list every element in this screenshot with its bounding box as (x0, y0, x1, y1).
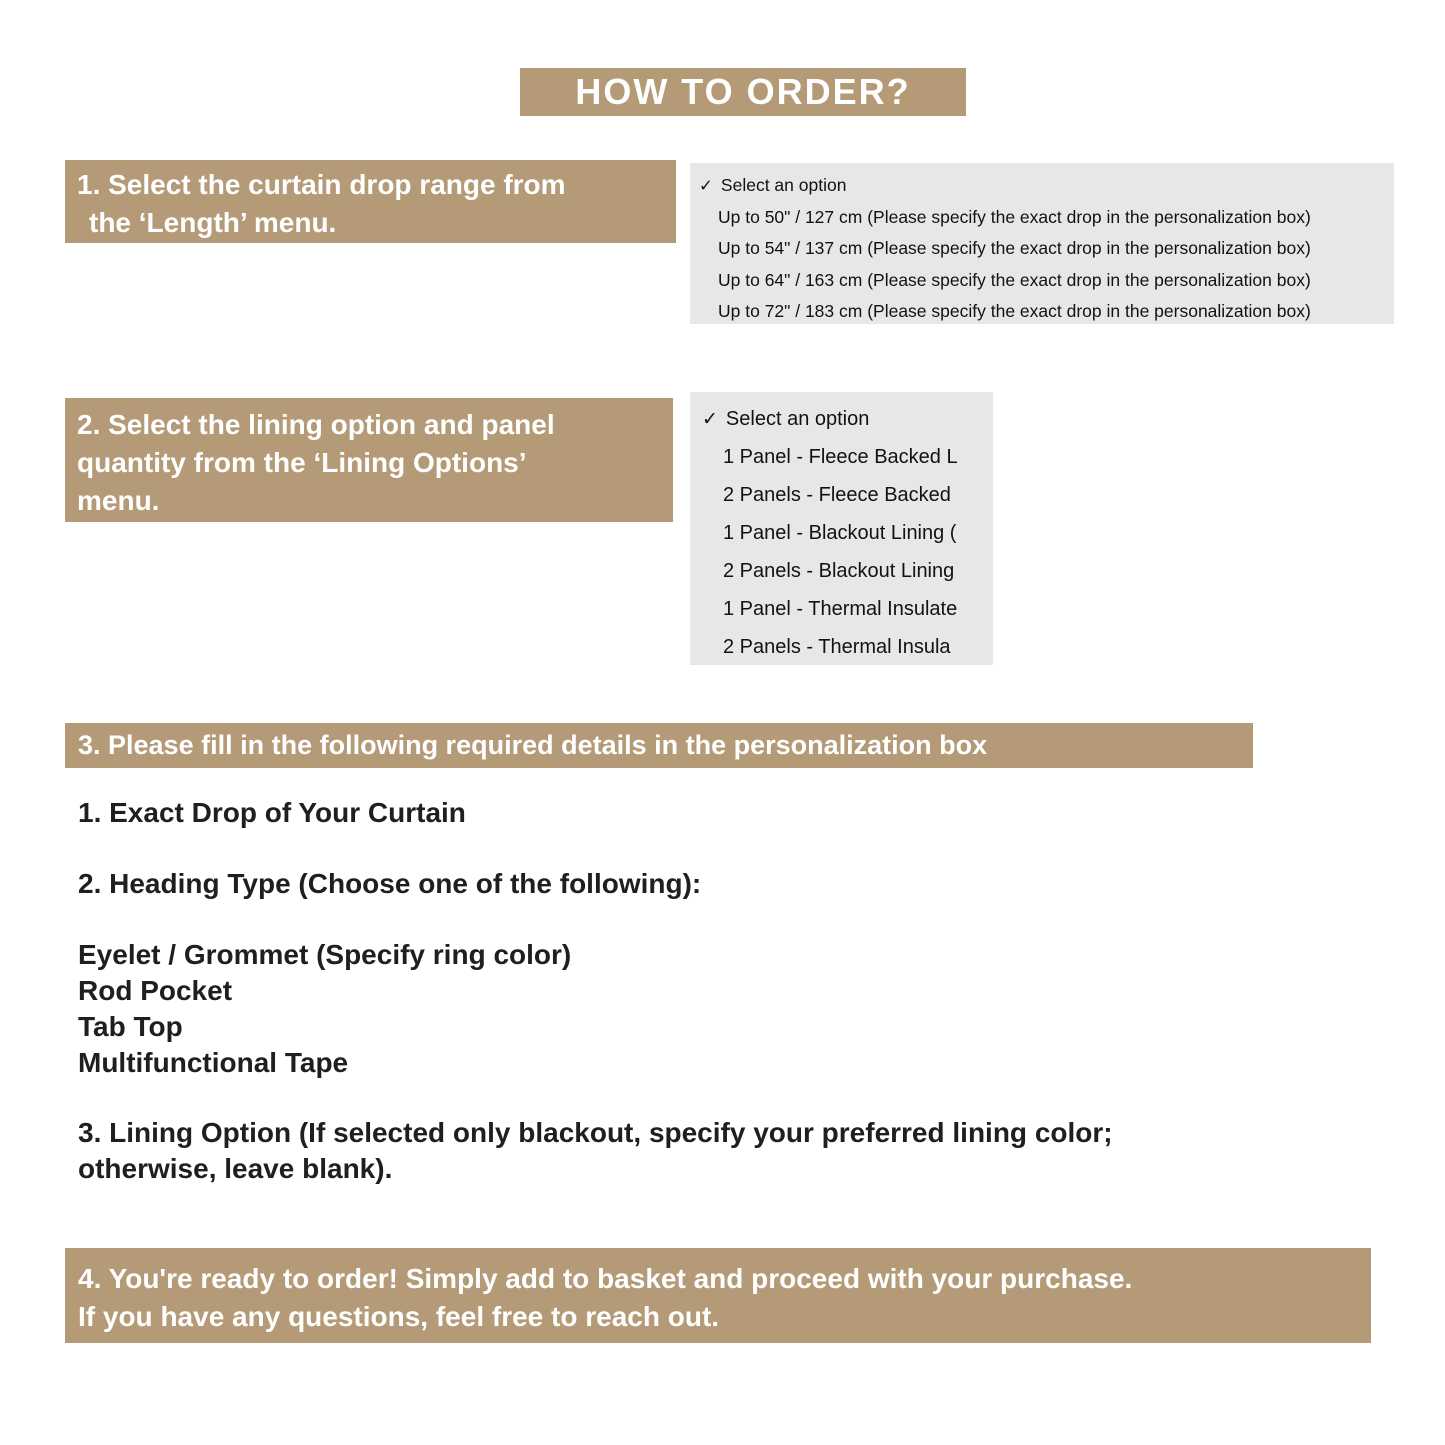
step1-line2: the ‘Length’ menu. (89, 207, 337, 238)
length-dropdown-menu (690, 163, 1394, 324)
step3-instruction (65, 723, 1253, 768)
checkmark-icon: ✓ (702, 408, 718, 430)
length-option-label: Up to 64" / 163 cm (Please specify the exact drop in the personalization box) (718, 269, 1311, 290)
step4-line2: If you have any questions, feel free to reach out. (78, 1301, 720, 1332)
personalization-detail-3-line2: otherwise, leave blank). (78, 1153, 393, 1184)
step1-instruction (65, 160, 676, 243)
length-option[interactable] (690, 233, 1394, 265)
page-title-text: HOW TO ORDER? (575, 71, 911, 112)
heading-type-item: Multifunctional Tape (78, 1047, 349, 1078)
length-option-label: Up to 72" / 183 cm (Please specify the exact drop in the personalization box) (718, 301, 1311, 322)
heading-type-item: Eyelet / Grommet (Specify ring color) (78, 939, 572, 970)
heading-type-item: Tab Top (78, 1011, 183, 1042)
lining-selected-label: Select an option (725, 407, 870, 430)
length-option[interactable] (690, 202, 1394, 234)
lining-option-label: 1 Panel - Thermal Insulate (723, 597, 958, 620)
step2-instruction (65, 398, 673, 522)
lining-option-label: 2 Panels - Fleece Backed (723, 483, 951, 506)
length-option-label: Up to 50" / 127 cm (Please specify the exact drop in the personalization box) (718, 206, 1311, 227)
length-option[interactable] (690, 265, 1394, 297)
lining-option[interactable] (690, 628, 993, 665)
lining-option-label: 1 Panel - Fleece Backed L (723, 445, 958, 468)
length-selected-label: Select an option (720, 175, 847, 196)
lining-dropdown-menu (690, 392, 993, 665)
step3-banner-text: 3. Please fill in the following required details in the personalization box (78, 730, 988, 760)
step2-line2: quantity from the ‘Lining Options’ (77, 447, 527, 478)
lining-option[interactable] (690, 552, 993, 590)
heading-type-list (78, 937, 571, 1081)
lining-option-label: 2 Panels - Thermal Insula (723, 635, 951, 658)
lining-option[interactable] (690, 476, 993, 514)
personalization-detail-3-line1: 3. Lining Option (If selected only blackout, specify your preferred lining color; (78, 1117, 1113, 1148)
personalization-detail-2: 2. Heading Type (Choose one of the following): (78, 868, 702, 899)
lining-option[interactable] (690, 590, 993, 628)
step1-line1: 1. Select the curtain drop range from (77, 169, 566, 200)
lining-option-label: 1 Panel - Blackout Lining ( (723, 521, 957, 544)
step2-line1: 2. Select the lining option and panel (77, 409, 555, 440)
personalization-detail-3 (78, 1115, 1113, 1187)
length-dropdown-selected-option[interactable] (690, 170, 1394, 202)
lining-option-label: 2 Panels - Blackout Lining (723, 559, 955, 582)
step2-line3: menu. (77, 485, 160, 516)
checkmark-icon: ✓ (699, 175, 713, 195)
heading-type-item: Rod Pocket (78, 975, 233, 1006)
lining-dropdown-selected-option[interactable] (690, 400, 993, 438)
length-option[interactable] (690, 296, 1394, 324)
lining-option[interactable] (690, 438, 993, 476)
page-title (520, 68, 966, 116)
step4-instruction (65, 1248, 1371, 1343)
lining-option[interactable] (690, 514, 993, 552)
personalization-detail-1: 1. Exact Drop of Your Curtain (78, 797, 466, 828)
step4-line1: 4. You're ready to order! Simply add to basket and proceed with your purchase. (78, 1263, 1133, 1294)
length-option-label: Up to 54" / 137 cm (Please specify the exact drop in the personalization box) (718, 238, 1311, 259)
